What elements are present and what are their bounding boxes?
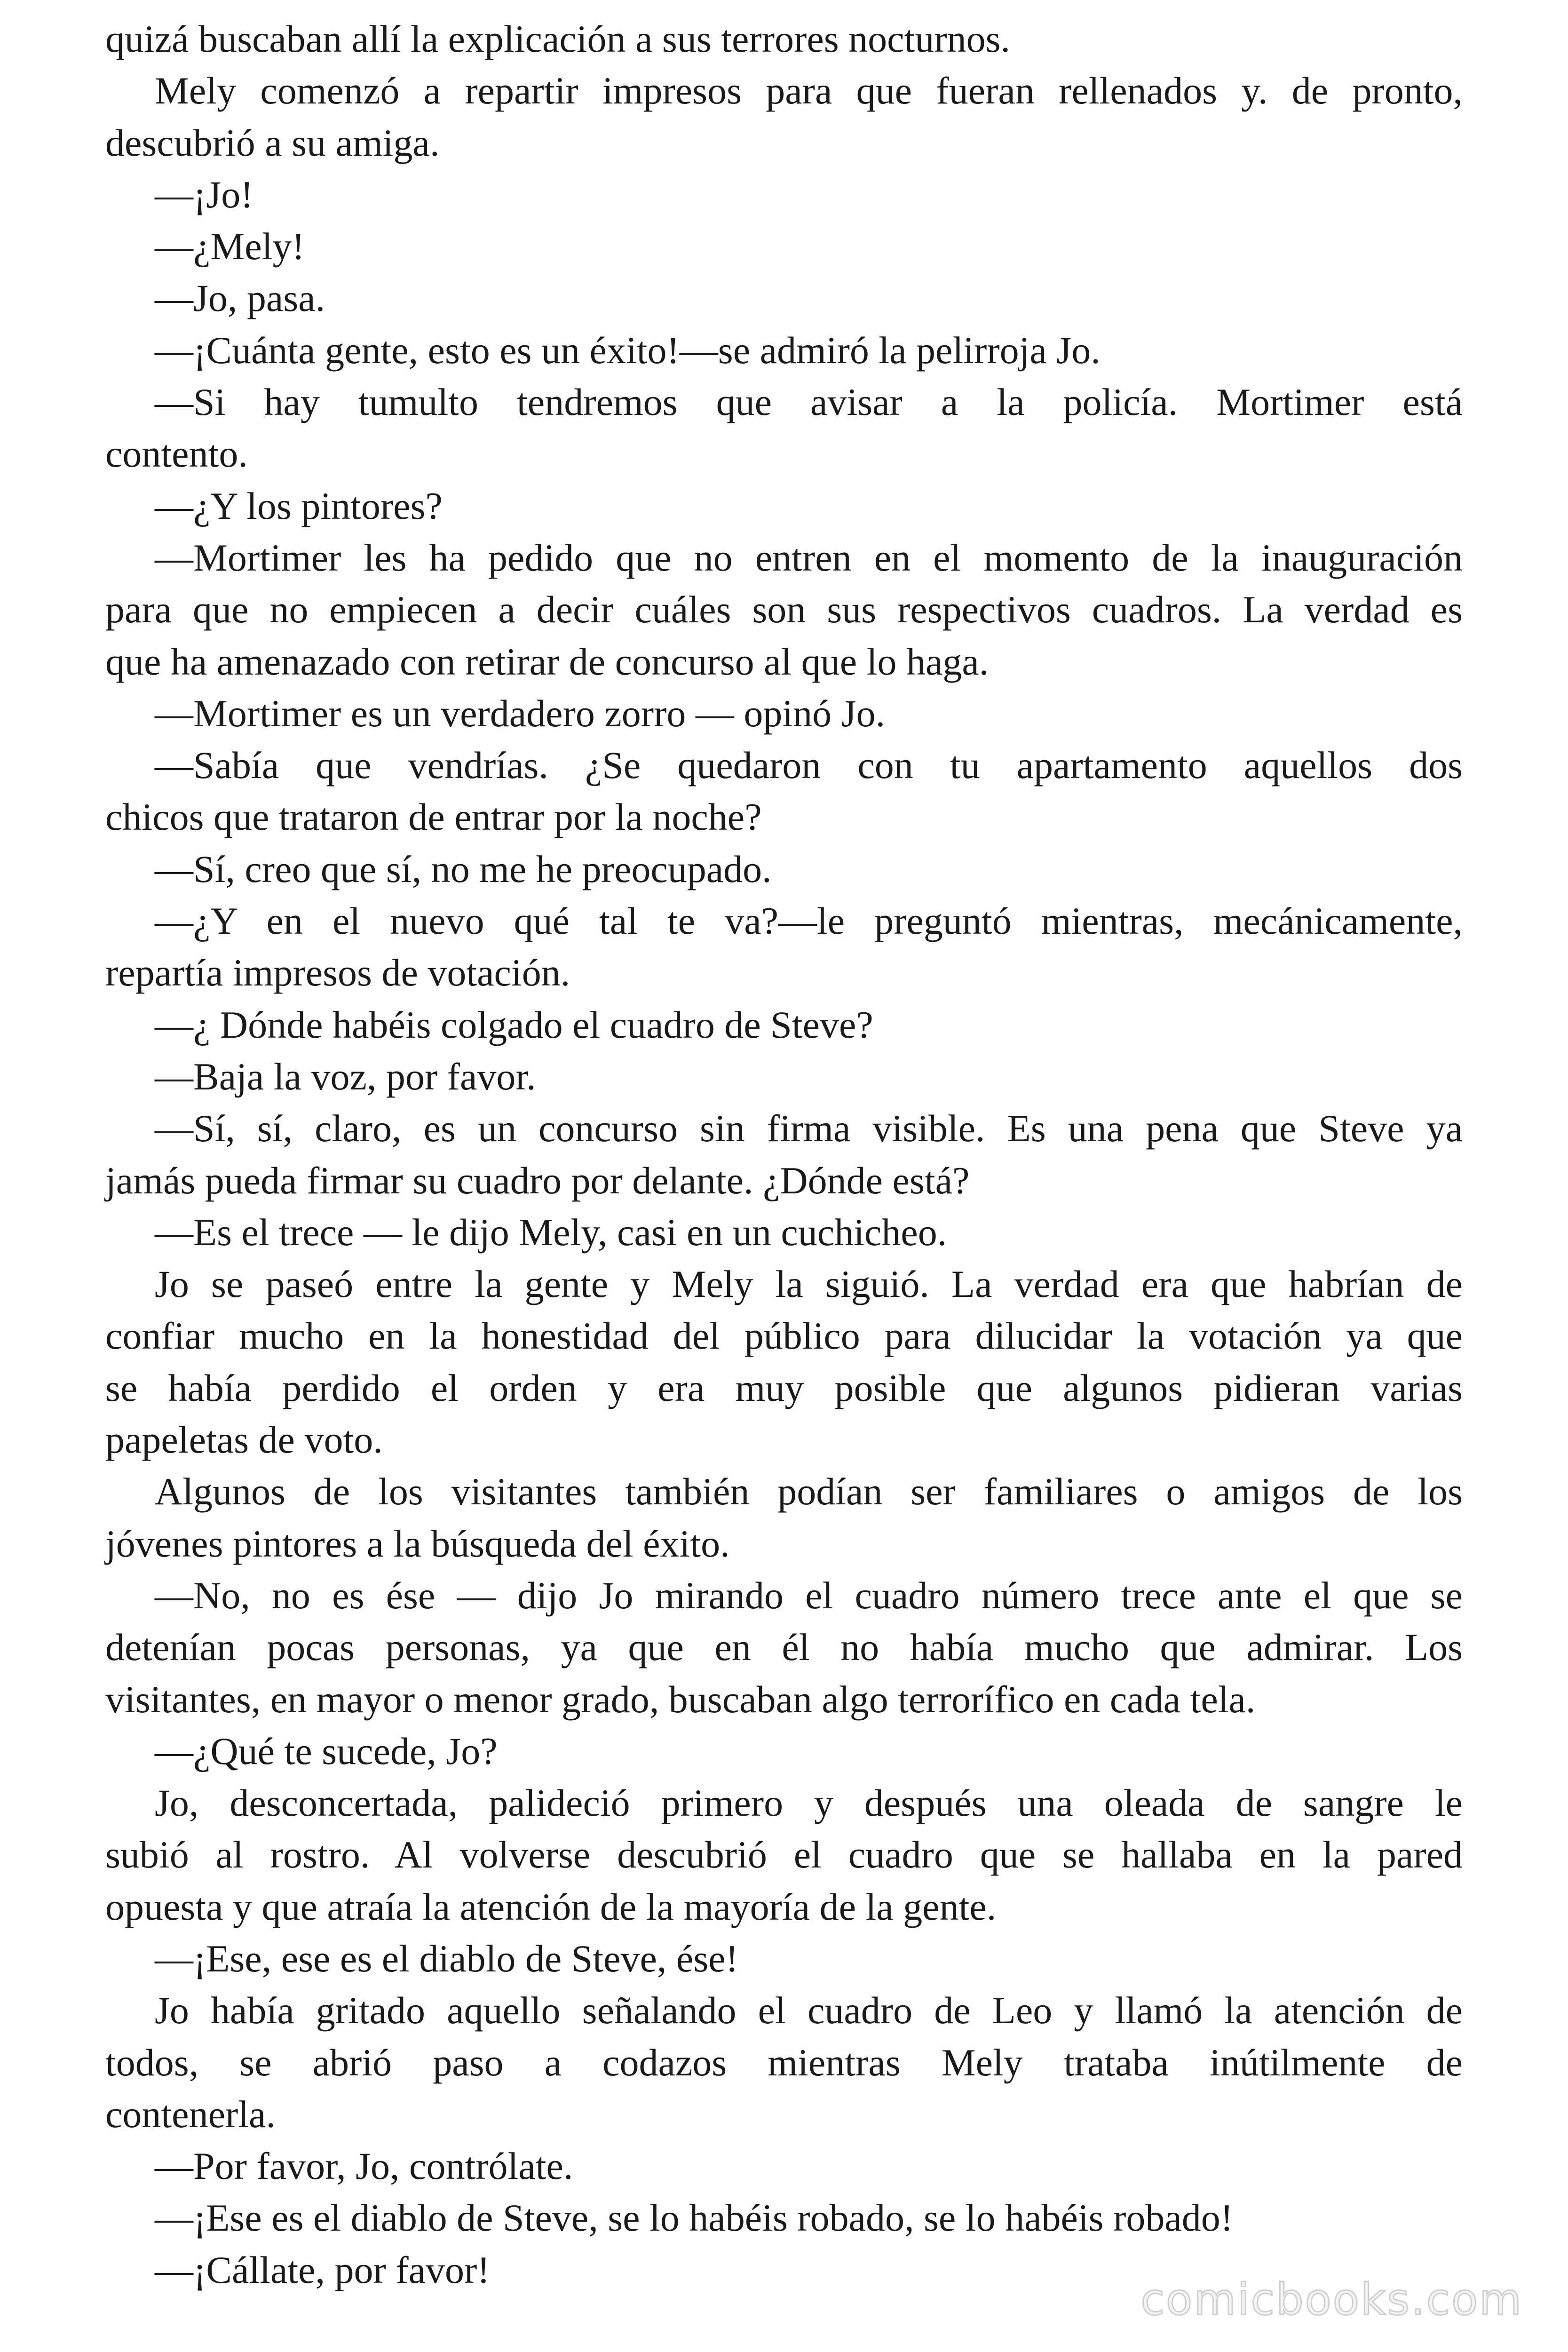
text-line: que ha amenazado con retirar de concurso al que lo haga. xyxy=(105,640,989,683)
paragraph xyxy=(105,532,1463,688)
paragraph xyxy=(105,1725,1463,1777)
text-line: visitantes, en mayor o menor grado, buscaban algo terrorífico en cada tela. xyxy=(105,1677,1256,1721)
paragraph xyxy=(105,1570,1463,1725)
paragraph xyxy=(105,65,1463,169)
text-line: repartía impresos de votación. xyxy=(105,951,570,994)
paragraph xyxy=(105,1207,1463,1258)
text-line: opuesta y que atraía la atención de la mayoría de la gente. xyxy=(105,1885,997,1928)
paragraph xyxy=(105,2140,1463,2192)
paragraph xyxy=(105,1933,1463,1985)
text-line: todos, se abrió paso a codazos mientras Mely trataba inútilmente de xyxy=(105,2041,1463,2084)
text-line: para que no empiecen a decir cuáles son sus respectivos cuadros. La verdad es xyxy=(105,588,1463,631)
text-line: —Jo, pasa. xyxy=(155,277,325,320)
text-line: —¡Ese, ese es el diablo de Steve, ése! xyxy=(155,1937,738,1980)
text-line: contenerla. xyxy=(105,2092,276,2136)
body-text xyxy=(105,13,1463,2296)
text-line: —Si hay tumulto tendremos que avisar a la policía. Mortimer está xyxy=(155,381,1463,424)
paragraph xyxy=(105,1985,1463,2140)
text-line: quizá buscaban allí la explicación a sus terrores nocturnos. xyxy=(105,17,1011,60)
text-line: —¿ Dónde habéis colgado el cuadro de Steve? xyxy=(155,1003,873,1046)
text-line: —Sabía que vendrías. ¿Se quedaron con tu apartamento aquellos dos xyxy=(155,744,1463,787)
text-line: —¿Qué te sucede, Jo? xyxy=(155,1729,498,1772)
text-line: —¿Y los pintores? xyxy=(155,484,443,527)
paragraph xyxy=(105,376,1463,480)
text-line: descubrió a su amiga. xyxy=(105,121,440,164)
paragraph xyxy=(105,272,1463,324)
document-page xyxy=(105,13,1463,2296)
paragraph xyxy=(105,1466,1463,1570)
text-line: jóvenes pintores a la búsqueda del éxito. xyxy=(105,1522,730,1565)
text-line: —Baja la voz, por favor. xyxy=(155,1055,536,1098)
text-line: Jo se paseó entre la gente y Mely la siguió. La verdad era que habrían de xyxy=(155,1263,1463,1306)
text-line: —¡Cállate, por favor! xyxy=(155,2248,490,2291)
text-line: —Es el trece — le dijo Mely, casi en un cuchicheo. xyxy=(155,1210,947,1254)
paragraph xyxy=(105,169,1463,221)
text-line: contento. xyxy=(105,432,248,476)
text-line: —¿Mely! xyxy=(155,225,305,268)
text-line: Jo, desconcertada, palideció primero y después una oleada de sangre le xyxy=(155,1781,1463,1825)
paragraph xyxy=(105,843,1463,895)
text-line: —¡Jo! xyxy=(155,173,253,216)
paragraph xyxy=(105,895,1463,999)
text-line: chicos que trataron de entrar por la noche? xyxy=(105,795,762,839)
text-line: Algunos de los visitantes también podían ser familiares o amigos de los xyxy=(155,1470,1463,1513)
text-line: Mely comenzó a repartir impresos para que fueran rellenados y. de pronto, xyxy=(155,69,1463,112)
text-line: —Por favor, Jo, contrólate. xyxy=(155,2145,573,2188)
paragraph xyxy=(105,13,1463,65)
text-line: se había perdido el orden y era muy posible que algunos pidieran varias xyxy=(105,1366,1463,1409)
paragraph xyxy=(105,2192,1463,2244)
paragraph xyxy=(105,688,1463,739)
text-line: —¡Ese es el diablo de Steve, se lo habéis robado, se lo habéis robado! xyxy=(155,2196,1234,2240)
text-line: —Mortimer les ha pedido que no entren en el momento de la inauguración xyxy=(155,536,1463,579)
text-line: —Sí, sí, claro, es un concurso sin firma visible. Es una pena que Steve ya xyxy=(155,1107,1463,1150)
paragraph xyxy=(105,480,1463,532)
paragraph xyxy=(105,1103,1463,1207)
text-line: jamás pueda firmar su cuadro por delante. ¿Dónde está? xyxy=(105,1159,970,1202)
watermark: comicbooks.com xyxy=(1140,2274,1523,2325)
text-line: Jo había gritado aquello señalando el cuadro de Leo y llamó la atención de xyxy=(155,1989,1463,2032)
text-line: subió al rostro. Al volverse descubrió el cuadro que se hallaba en la pared xyxy=(105,1833,1463,1876)
paragraph xyxy=(105,325,1463,376)
paragraph xyxy=(105,999,1463,1051)
paragraph xyxy=(105,739,1463,843)
text-line: detenían pocas personas, ya que en él no había mucho que admirar. Los xyxy=(105,1626,1463,1669)
text-line: papeletas de voto. xyxy=(105,1418,383,1462)
paragraph xyxy=(105,221,1463,272)
text-line: —¡Cuánta gente, esto es un éxito!—se admiró la pelirroja Jo. xyxy=(155,328,1101,372)
text-line: —Sí, creo que sí, no me he preocupado. xyxy=(155,847,772,890)
text-line: —No, no es ése — dijo Jo mirando el cuadro número trece ante el que se xyxy=(155,1573,1463,1617)
text-line: —¿Y en el nuevo qué tal te va?—le preguntó mientras, mecánicamente, xyxy=(155,899,1463,943)
text-line: confiar mucho en la honestidad del público para dilucidar la votación ya que xyxy=(105,1314,1463,1358)
paragraph xyxy=(105,1258,1463,1466)
paragraph xyxy=(105,1051,1463,1103)
paragraph xyxy=(105,1777,1463,1933)
text-line: —Mortimer es un verdadero zorro — opinó Jo. xyxy=(155,691,886,735)
